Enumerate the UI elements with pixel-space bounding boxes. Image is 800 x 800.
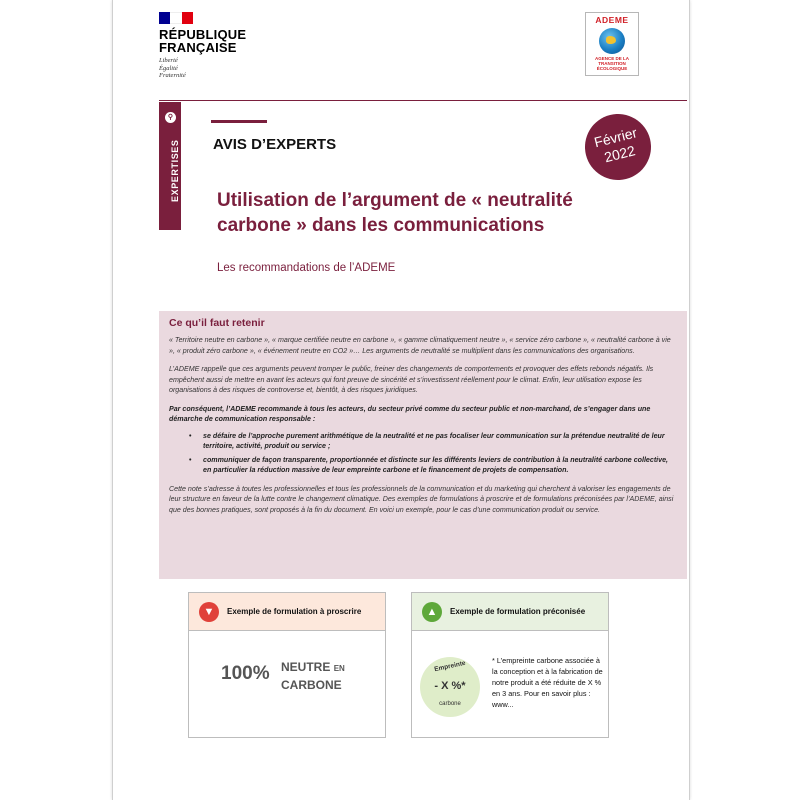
expertises-label: EXPERTISES xyxy=(170,139,180,202)
header-divider xyxy=(159,100,687,101)
key-takeaways-box xyxy=(159,311,687,579)
neutral-word: NEUTRE xyxy=(281,660,331,674)
page-title: Utilisation de l’argument de « neutralité carbone » dans les communications xyxy=(217,190,573,236)
takeaway-paragraph-1: « Territoire neutre en carbone », « marque certifiée neutre en carbone », « gamme climatiquement neutre », « service zéro carbone », « neutralité carbone à vie », « produit zéro carbone », « événement neutre en CO2 »… Les arguments de neutralité se multiplient dans les communications des organisations. xyxy=(169,336,671,355)
example-recommended-box xyxy=(411,592,609,738)
list-item: • communiquer de façon transparente, proportionnée et distincte sur les différents leviers de contribution à la neutralité carbone collective, en particulier la réduction massive de leur empreinte carbone et le financement de projets de compensation. xyxy=(189,455,677,476)
takeaway-paragraph-3: Par conséquent, l’ADEME recommande à tous les acteurs, du secteur privé comme du secteur public et non-marchand, de s’engager dans une démarche de communication responsable : xyxy=(169,404,651,423)
ademe-logo-title: ADEME xyxy=(595,15,629,25)
seal-top-text: Empreinte xyxy=(433,659,467,674)
seal-value: - X %* xyxy=(434,680,466,692)
title-rule xyxy=(211,120,267,123)
motto-fraternite: Fraternité xyxy=(159,72,186,79)
date-badge: Février 2022 xyxy=(578,107,658,187)
example-proscribed-box xyxy=(188,592,386,738)
takeaway-paragraph-2: L’ADEME rappelle que ces arguments peuvent tromper le public, freiner des changements de comportements et provoquer des effets rebonds négatifs. Ils empêchent aussi de mettre en avant les acteurs qui font preuve de sincérité et s’investissent réellement pour le climat. Enfin, leur utilisation expose les organisations à des risques de controverse et, bientôt, à des risques juridiques. xyxy=(169,365,654,394)
recommendation-list xyxy=(189,431,677,476)
ademe-logo-subtitle: AGENCE DE LA TRANSITION ÉCOLOGIQUE xyxy=(594,56,629,71)
neutral-claim-words xyxy=(281,659,345,693)
example-recommended-header xyxy=(412,593,608,631)
neutral-percent: 100% xyxy=(221,663,270,684)
motto-egalite: Égalité xyxy=(159,64,178,72)
carbon-word: CARBONE xyxy=(281,678,342,692)
page-subtitle: Les recommandations de l’ADEME xyxy=(217,262,396,274)
list-item: • se défaire de l’approche purement arithmétique de la neutralité et ne pas focaliser leur communication sur la prétendue neutralité de leur territoire, activité, produit ou service ; xyxy=(189,431,677,452)
thumbs-down-icon: ▼ xyxy=(199,602,219,622)
thumbs-up-icon: ▲ xyxy=(422,602,442,622)
expertises-tab xyxy=(159,102,181,230)
search-icon: ⚲ xyxy=(165,112,176,123)
republique-name: RÉPUBLIQUE FRANÇAISE xyxy=(159,27,247,55)
republique-motto xyxy=(159,57,246,80)
key-takeaways-heading: Ce qu’il faut retenir xyxy=(169,317,265,329)
recommended-text: * L’empreinte carbone associée à la conception et à la fabrication de notre produit a été réduite de X % en 3 ans. Pour en savoir plus : www... xyxy=(492,656,603,709)
french-flag-icon xyxy=(159,12,193,24)
globe-icon xyxy=(599,28,625,54)
seal-bottom-text: carbone xyxy=(439,701,461,707)
example-proscribed-header xyxy=(189,593,385,631)
ademe-logo xyxy=(585,12,639,76)
document-page xyxy=(112,0,690,800)
republique-francaise-logo xyxy=(159,12,246,80)
takeaway-paragraph-4: Cette note s’adresse à toutes les professionnelles et tous les professionnels de la communication et du marketing qui cherchent à valoriser les engagements de leur structure en faveur de la lutte contre le changement climatique. Des exemples de formulations à proscrire et de formulations préconisées par l’ADEME, ainsi que des bonnes pratiques, sont proposés à la fin du document. En voici un exemple, pour le cas d’une communication produit ou service. xyxy=(169,484,674,514)
document-kicker: AVIS D’EXPERTS xyxy=(213,136,337,153)
example-proscribed-heading: Exemple de formulation à proscrire xyxy=(227,607,362,616)
motto-liberte: Liberté xyxy=(159,57,178,64)
carbon-footprint-seal xyxy=(420,657,480,717)
example-recommended-heading: Exemple de formulation préconisée xyxy=(450,607,586,616)
neutral-word-small: EN xyxy=(333,664,345,673)
